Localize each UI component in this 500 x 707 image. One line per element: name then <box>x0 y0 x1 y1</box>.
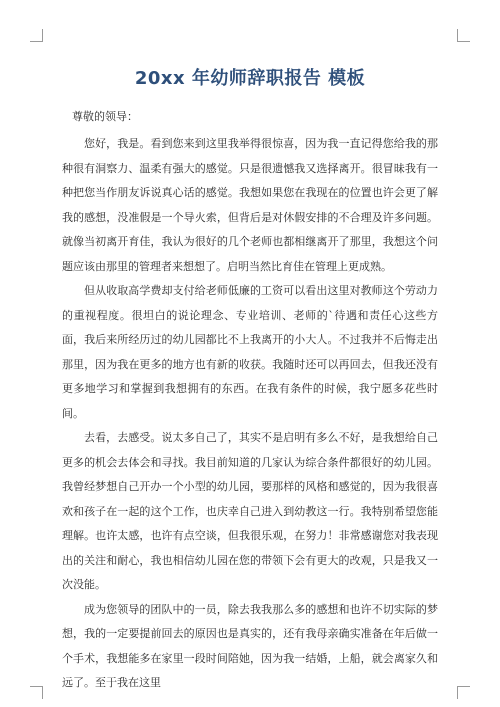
crop-mark-top-right <box>457 29 470 42</box>
paragraph-3: 去看，去感受。说太多自己了，其实不是启明有多么不好，是我想给自己更多的机会去体会和寻找。我目前知道的几家认为综合条件都很好的幼儿园。我曾经梦想自己开办一个小型的幼儿园，要那样的风格和感觉的，因为我很喜欢和孩子在一起的这个工作，也庆幸自己进入到幼教这一行。我特别希望您能理解。也许太感，也许有点空谈，但我很乐观，在努力！非常感谢您对我表现出的关注和耐心，我也相信幼儿园在您的带领下会有更大的改观，只是我又一次没能。 <box>62 431 438 591</box>
crop-mark-bottom-left <box>30 686 43 699</box>
document-title: 20xx 年幼师辞职报告 模板 <box>134 68 366 89</box>
paragraph-2: 但从收取高学费却支付给老师低廉的工资可以看出这里对教师这个劳动力的重视程度。很坦白的说论理念、专业培训、老师的`待遇和责任心这些方面，我后来所经历过的幼儿园都比不上我离开的小大人。不过我并不后悔走出那里，因为我在更多的地方也有新的收获。我随时还可以再回去，但我还没有更多地学习和掌握到我想拥有的东西。在我有条件的时候，我宁愿多花些时间。 <box>62 284 438 420</box>
paragraph-1: 您好，我是。看到您来到这里我举得很惊喜，因为我一直记得您给我的那种很有洞察力、温柔有强大的感觉。只是很遗憾我又选择离开。很冒昧我有一种把您当作朋友诉说真心话的感觉。我想如果您在我现在的位置也许会更了解我的感想，没准假是一个导火索，但背后是对休假安排的不合理及许多问题。就像当初离开育佳，我认为很好的几个老师也都相继离开了那里，我想这个问题应该由那里的管理者来想想了。启明当然比育佳在管理上更成熟。 <box>62 137 438 273</box>
crop-mark-top-left <box>30 29 43 42</box>
crop-mark-bottom-right <box>457 686 470 699</box>
paragraph-4: 成为您领导的团队中的一员，除去我我那么多的感想和也许不切实际的梦想，我的一定要提前回去的原因也是真实的，还有我母亲确实准备在年后做一个手术，我想能多在家里一段时间陪她，因为我一结婚，上船，就会离家久和远了。至于我在这里 <box>62 602 438 689</box>
salutation: 尊敬的领导： <box>72 110 138 123</box>
document-body <box>62 102 438 696</box>
